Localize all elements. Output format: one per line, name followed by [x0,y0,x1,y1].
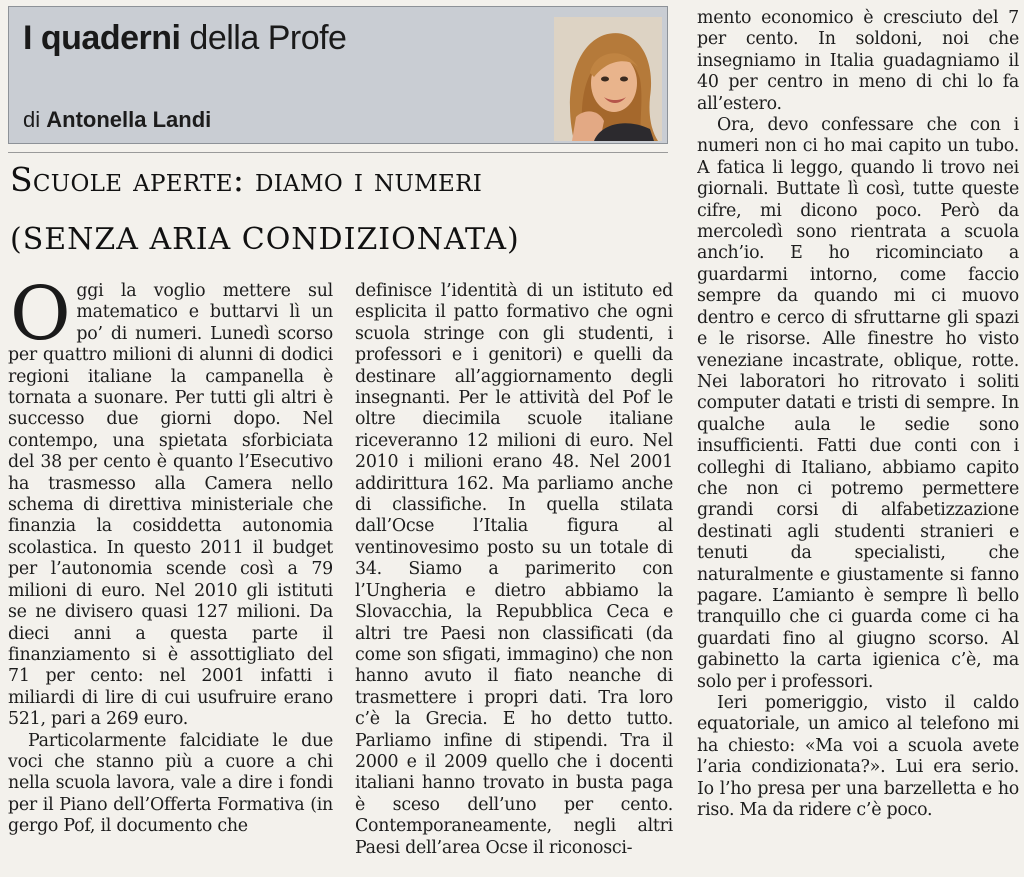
text-column-2 [355,281,673,873]
header-divider [8,152,668,153]
paragraph-5: Ora, devo confessare che con i numeri non ci ho mai capito un tubo. A fatica li leggo, quando li trovo nei giornali. Buttate lì così, tutte queste cifre, mi dicono poco. Però da mercoledì sono rientrata a scuola anch’io. E ho ricominciato a guardarmi intorno, come faccio sempre da quando mi ci muovo dentro e cerco di sfruttarne gli spazi e le risorse. Alle finestre ho visto veneziane incastrate, oblique, rotte. Nei laboratori ho ritrovato i soliti computer datati e tristi di sempre. In qualche aula le sedie sono insufficienti. Fatti due conti con i colleghi di Italiano, abbiamo capito che non ci potremo permettere grandi corsi di alfabetizzazione destinati agli studenti stranieri e tenuti da specialisti, che naturalmente e giustamente si fanno pagare. L’amianto è sempre lì bello tranquillo che ci guarda come ci ha guardati fino al giugno scorso. Al gabinetto la carta igienica c’è, ma solo per i professori. [697,115,1019,692]
column-header [8,6,668,144]
text-column-3 [697,8,1019,873]
paragraph-2: Particolarmente falcidiate le due voci che stanno più a cuore a chi nella scuola lavora, vale a dire i fondi per il Piano dell’Offerta Formativa (in gergo Pof, il documento che [8,730,333,837]
text-column-1 [8,281,333,873]
paragraph-4: mento economico è cresciuto del 7 per cento. In soldoni, noi che insegniamo in Italia guadagniamo il 40 per centro in meno di chi lo fa all’estero. [697,8,1019,114]
author-portrait-image [554,17,662,141]
drop-cap: O [10,281,71,357]
byline-prefix: di [23,107,41,132]
author-name: Antonella Landi [46,107,212,132]
paragraph-1-text: ggi la voglio mettere sul matematico e buttarvi lì un po’ di numeri. Lunedì scorso per quattro milioni di alunni di dodici regioni italiane la campanella è tornata a suonare. Per tutti gli altri è successo due giorni dopo. Nel contempo, una spietata sforbiciata del 38 per cento è quanto l’Esecutivo ha trasmesso alla Camera nello schema di direttiva ministeriale che finanzia la cosiddetta autonomia scolastica. In questo 2011 il budget per l’autonomia scende così a 79 milioni di euro. Nel 2010 gli istituti se ne divisero quasi 127 milioni. Da dieci anni a questa parte il finanziamento si è assottigliato del 71 per cento: nel 2001 infatti i miliardi di lire di cui usufruire erano 521, pari a 269 euro. [8,281,333,730]
paragraph-3: definisce l’identità di un istituto ed esplicita il patto formativo che ogni scuola stringe con gli studenti, i professori e i genitori) e quelli da destinare all’aggiornamento degli insegnanti. Per le attività del Pof le oltre diecimila scuole italiane riceveranno 12 milioni di euro. Nel 2010 i milioni erano 48. Nel 2001 addirittura 162. Ma parliamo anche di classifiche. In quella stilata dall’Ocse l’Italia figura al ventinovesimo posto su un totale di 34. Siamo a parimerito con l’Ungheria e dietro abbiamo la Slovacchia, la Repubblica Ceca e altri tre Paesi non classificati (da come son sfigati, immagino) che non hanno avuto il fiato neanche di trasmettere i propri dati. Tra loro c’è la Grecia. E ho detto tutto. Parliamo infine di stipendi. Tra il 2000 e il 2009 quello che i docenti italiani hanno trovato in busta paga è sceso dell’uno per cento. Contemporaneamente, negli altri Paesi dell’area Ocse il riconosci- [355,281,673,858]
rubric-bold: I quaderni [23,19,181,57]
rubric-title [23,19,346,58]
author-photo [554,17,662,141]
byline [23,107,211,133]
paragraph-1 [8,281,333,731]
article-headline: Scuole aperte: diamo i numeri [10,160,483,199]
rubric-light: della Profe [189,19,347,57]
paragraph-6: Ieri pomeriggio, visto il caldo equatoriale, un amico al telefono mi ha chiesto: «Ma voi a scuola avete l’aria condizionata?». Lui era serio. Io l’ho presa per una barzelletta e ho riso. Ma da ridere c’è poco. [697,693,1019,821]
article-subheadline: (SENZA ARIA CONDIZIONATA) [10,222,520,257]
